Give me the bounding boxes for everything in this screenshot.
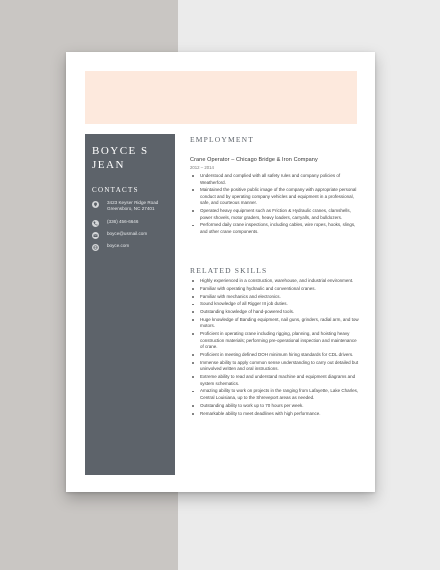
header-band: [85, 71, 357, 124]
globe-icon: [92, 244, 99, 251]
skills-heading: RELATED SKILLS: [190, 266, 268, 275]
job-title: Crane Operator – Chicago Bridge & Iron Company: [190, 157, 318, 163]
list-item: Huge knowledge of Banding equipment, nail guns, grinders, radial arm, and tow motors.: [190, 317, 360, 330]
contact-email[interactable]: [92, 231, 177, 239]
email-icon: [92, 232, 99, 239]
contact-address-text: 3423 Keyser Ridge Road Greensboro, NC 27401: [107, 200, 159, 212]
list-item: Familiar with operating hydraulic and conventional cranes.: [190, 286, 360, 293]
list-item: Immense ability to apply common sense understanding to carry out detailed but uninvolved written and oral instructions.: [190, 360, 360, 373]
list-item: Highly experienced in a construction, warehouse, and industrial environment.: [190, 278, 360, 285]
list-item: Maintained the positive public image of the company with appropriate personal conduct and by operating company vehicles and equipment in a professional, safe, and courteous manner.: [190, 187, 360, 207]
list-item: Remarkable ability to meet deadlines with high performance.: [190, 411, 360, 418]
list-item: Extreme ability to read and understand machine and equipment diagrams and system schematics.: [190, 374, 360, 387]
contact-phone-text: (336) 456-6646: [107, 219, 139, 224]
contact-website-text[interactable]: boyce.com: [107, 243, 130, 248]
employment-list: [190, 173, 360, 237]
phone-icon: [92, 220, 99, 227]
list-item: Familiar with mechanics and electronics.: [190, 294, 360, 301]
list-item: Sound knowledge of all Rigger III job duties.: [190, 301, 360, 308]
location-pin-icon: [92, 201, 99, 208]
list-item: Operated heavy equipment such as Friction & Hydraulic cranes, clamshells, power shovels, motor graders, heavy loaders, carryalls, and bulldozers.: [190, 208, 360, 221]
sidebar: [85, 134, 175, 475]
list-item: Outstanding ability to work up to 70 hours per week.: [190, 403, 360, 410]
contact-address: [92, 200, 177, 212]
list-item: Proficient in meeting defined DOH minimum hiring standards for CDL drivers.: [190, 352, 360, 359]
employment-heading: EMPLOYMENT: [190, 135, 255, 144]
candidate-name: BOYCE S JEAN: [92, 145, 149, 171]
list-item: Amazing ability to work on projects in the ranging from Lafayette, Lake Charles, Central Louisiana, up to the Shreveport areas as needed.: [190, 388, 360, 401]
list-item: Performed daily crane inspections, including cables, wire ropes, hooks, slings, and other crane components.: [190, 222, 360, 235]
list-item: Outstanding knowledge of hand-powered tools.: [190, 309, 360, 316]
contact-phone: [92, 219, 177, 227]
contact-website[interactable]: [92, 243, 177, 251]
job-dates: 2012 – 2014: [190, 165, 214, 170]
list-item: Proficient in operating crane including rigging, planning, and hoisting heavy construction materials; performing pre-operational inspection and maintenance of crane.: [190, 331, 360, 351]
resume-page: [66, 52, 375, 492]
list-item: Understood and complied with all safety rules and company policies of Weatherford.: [190, 173, 360, 186]
contact-email-text[interactable]: boyce@usmail.com: [107, 231, 148, 236]
contacts-heading: CONTACTS: [92, 186, 139, 194]
skills-list: [190, 278, 360, 418]
